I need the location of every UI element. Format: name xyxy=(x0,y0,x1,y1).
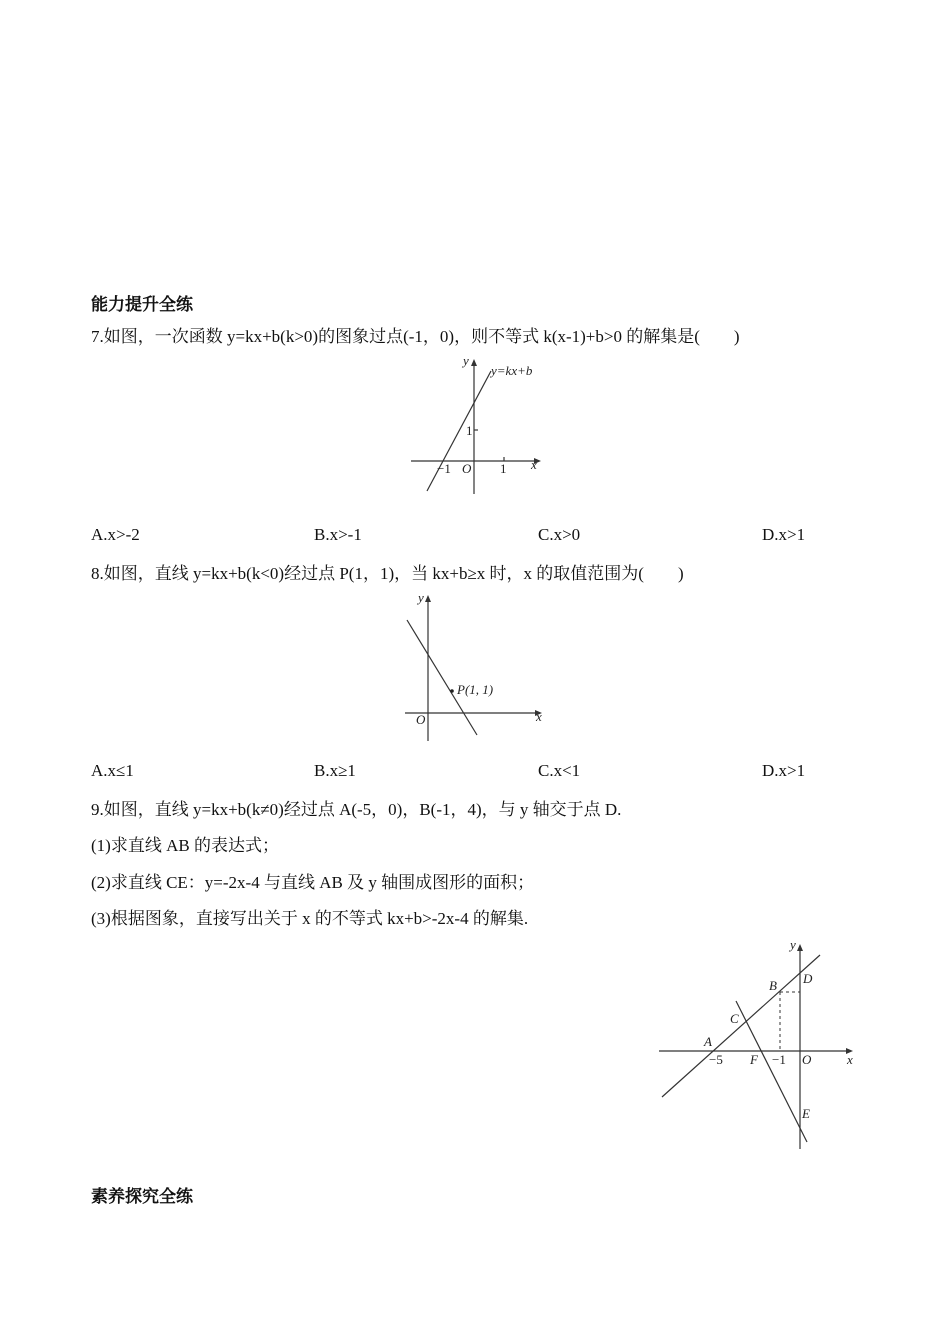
q9-y-label: y xyxy=(790,937,796,952)
q9-tick-neg1: −1 xyxy=(772,1052,786,1067)
q9-point-d: D xyxy=(803,971,813,986)
q8-y-arrow xyxy=(425,595,431,602)
q8-option-a: A.x≤1 xyxy=(91,761,134,780)
q8-option-b: B.x≥1 xyxy=(314,761,356,780)
q7-stem: 7.如图，一次函数 y=kx+b(k>0)的图象过点(-1，0)，则不等式 k(x-1)+b>0 的解集是( ) xyxy=(91,327,740,346)
q9-part-2: (2)求直线 CE：y=-2x-4 与直线 AB 及 y 轴围成图形的面积； xyxy=(91,873,535,892)
q9-part-3: (3)根据图象，直接写出关于 x 的不等式 kx+b>-2x-4 的解集. xyxy=(91,909,529,928)
q7-y-label: y xyxy=(463,353,469,368)
q9-stem: 9.如图，直线 y=kx+b(k≠0)经过点 A(-5，0)，B(-1，4)，与 y 轴交于点 D. xyxy=(91,800,622,819)
q7-option-c: C.x>0 xyxy=(538,525,581,544)
q7-y-arrow xyxy=(471,359,477,366)
q7-option-d: D.x>1 xyxy=(762,525,806,544)
q7-origin: O xyxy=(462,461,472,476)
q8-option-d: D.x>1 xyxy=(762,761,806,780)
q8-option-c: C.x<1 xyxy=(538,761,581,780)
q8-origin: O xyxy=(416,712,426,727)
q8-stem: 8.如图，直线 y=kx+b(k<0)经过点 P(1，1)，当 kx+b≥x 时，x 的取值范围为( ) xyxy=(91,564,684,583)
q7-x-label: x xyxy=(531,457,537,472)
q9-point-c: C xyxy=(730,1011,739,1026)
section-title-literacy: 素养探究全练 xyxy=(91,1187,193,1207)
q8-point-label: P(1, 1) xyxy=(457,682,494,697)
q9-point-f: F xyxy=(750,1052,758,1067)
q8-point-p xyxy=(450,689,454,693)
q7-line-label: y=kx+b xyxy=(491,363,533,378)
q9-line-ce xyxy=(736,1001,807,1142)
q9-line-ab xyxy=(662,955,820,1097)
section-title-ability: 能力提升全练 xyxy=(91,295,193,315)
q9-x-label: x xyxy=(847,1052,853,1067)
q8-y-label: y xyxy=(418,590,424,605)
q7-tick-neg1: −1 xyxy=(437,461,451,476)
q7-tick-1-x: 1 xyxy=(500,461,507,476)
q9-part-1: (1)求直线 AB 的表达式； xyxy=(91,836,279,855)
q9-point-a: A xyxy=(704,1034,712,1049)
q9-point-e: E xyxy=(802,1106,810,1121)
q9-y-arrow xyxy=(797,944,803,951)
q8-graph xyxy=(402,590,552,745)
q9-origin: O xyxy=(802,1052,812,1067)
q7-tick-1-y: 1 xyxy=(466,423,473,438)
q9-graph xyxy=(656,937,866,1152)
q8-x-label: x xyxy=(536,709,542,724)
q9-tick-neg5: −5 xyxy=(709,1052,723,1067)
q7-option-b: B.x>-1 xyxy=(314,525,362,544)
q9-point-b: B xyxy=(769,978,777,993)
q7-graph xyxy=(408,353,548,496)
q7-option-a: A.x>-2 xyxy=(91,525,140,544)
